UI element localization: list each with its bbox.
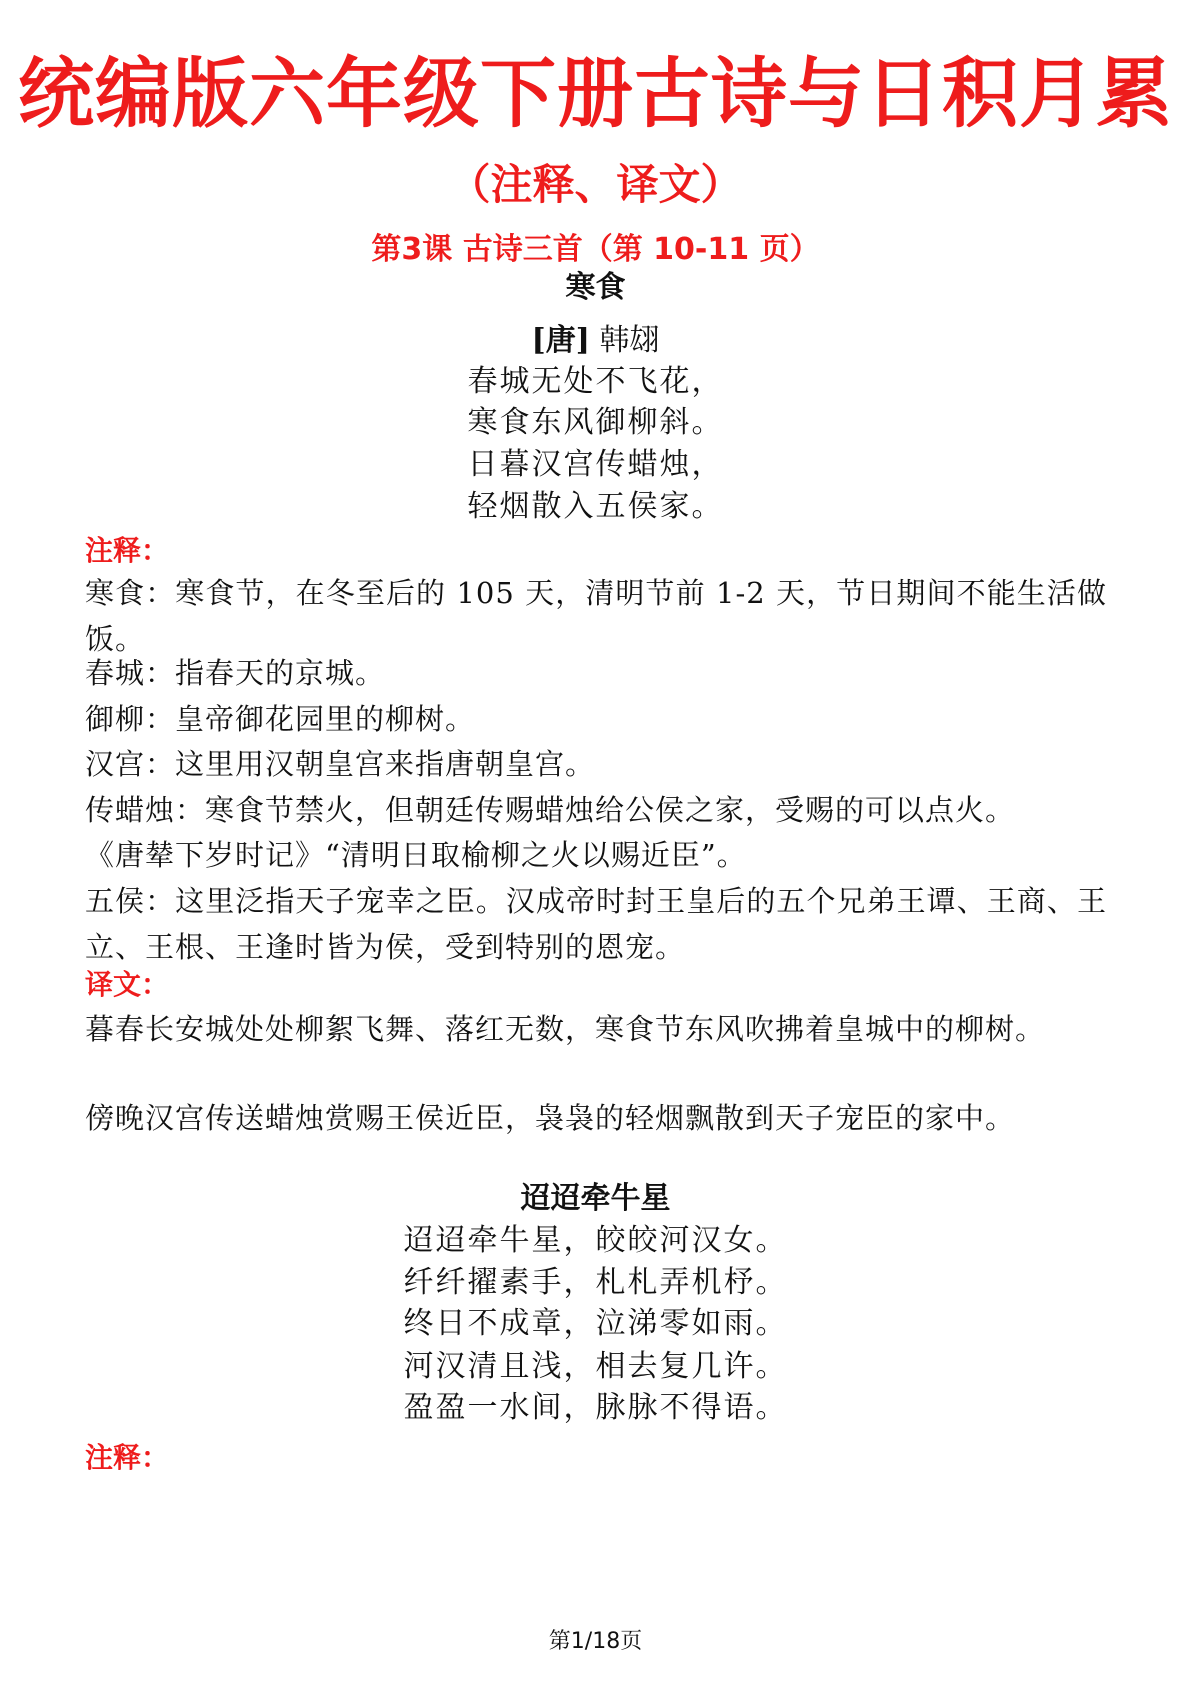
poem-line: 盈盈一水间，脉脉不得语。 (403, 1390, 788, 1425)
poem-line: 寒食东风御柳斜。 (467, 405, 724, 440)
note-item: 寒食：寒食节，在冬至后的 105 天，清明节前 1-2 天，节日期间不能生活做饭。 (85, 576, 1107, 656)
translation-paragraph: 傍晚汉宫传送蜡烛赏赐王侯近臣，袅袅的轻烟飘散到天子宠臣的家中。 (85, 1101, 1016, 1135)
poem-line: 日暮汉宫传蜡烛， (467, 447, 724, 482)
poem-title: 寒食 (565, 270, 626, 305)
note-item: 《唐辇下岁时记》“清明日取榆柳之火以赐近臣”。 (85, 838, 747, 872)
poem-line: 迢迢牵牛星，皎皎河汉女。 (403, 1223, 788, 1258)
document-subtitle: （注释、译文） (448, 160, 743, 209)
note-item: 汉宫：这里用汉朝皇宫来指唐朝皇宫。 (85, 747, 596, 781)
poem-line: 轻烟散入五侯家。 (467, 489, 724, 524)
note-item: 五侯：这里泛指天子宠幸之臣。汉成帝时封王皇后的五个兄弟王谭、王商、王立、王根、王逢时皆为侯，受到特别的恩宠。 (85, 884, 1107, 964)
note-item: 传蜡烛：寒食节禁火，但朝廷传赐蜡烛给公侯之家，受赐的可以点火。 (85, 793, 1016, 827)
poem-author-line (0, 323, 1191, 359)
translation-paragraph: 暮春长安城处处柳絮飞舞、落红无数，寒食节东风吹拂着皇城中的柳树。 (85, 1012, 1046, 1046)
poem-line: 春城无处不飞花， (467, 364, 724, 399)
note-item: 春城：指春天的京城。 (85, 656, 386, 690)
notes-label: 注释： (85, 534, 170, 567)
page-number: 第1/18页 (548, 1629, 643, 1654)
poem-line: 河汉清且浅，相去复几许。 (403, 1349, 788, 1384)
note-item: 御柳：皇帝御花园里的柳树。 (85, 702, 476, 736)
notes-label: 注释： (85, 1441, 170, 1474)
lesson-heading: 第3课 古诗三首（第 10-11 页） (371, 232, 820, 267)
document-title: 统编版六年级下册古诗与日积月累 (18, 49, 1173, 138)
poem-line: 终日不成章，泣涕零如雨。 (403, 1306, 788, 1341)
poem-title: 迢迢牵牛星 (520, 1181, 671, 1216)
poem-dynasty: [唐] (531, 323, 590, 358)
poem-line: 纤纤擢素手，札札弄机杼。 (403, 1265, 788, 1300)
poem-author: 韩翃 (599, 323, 660, 358)
translation-label: 译文： (85, 968, 170, 1001)
